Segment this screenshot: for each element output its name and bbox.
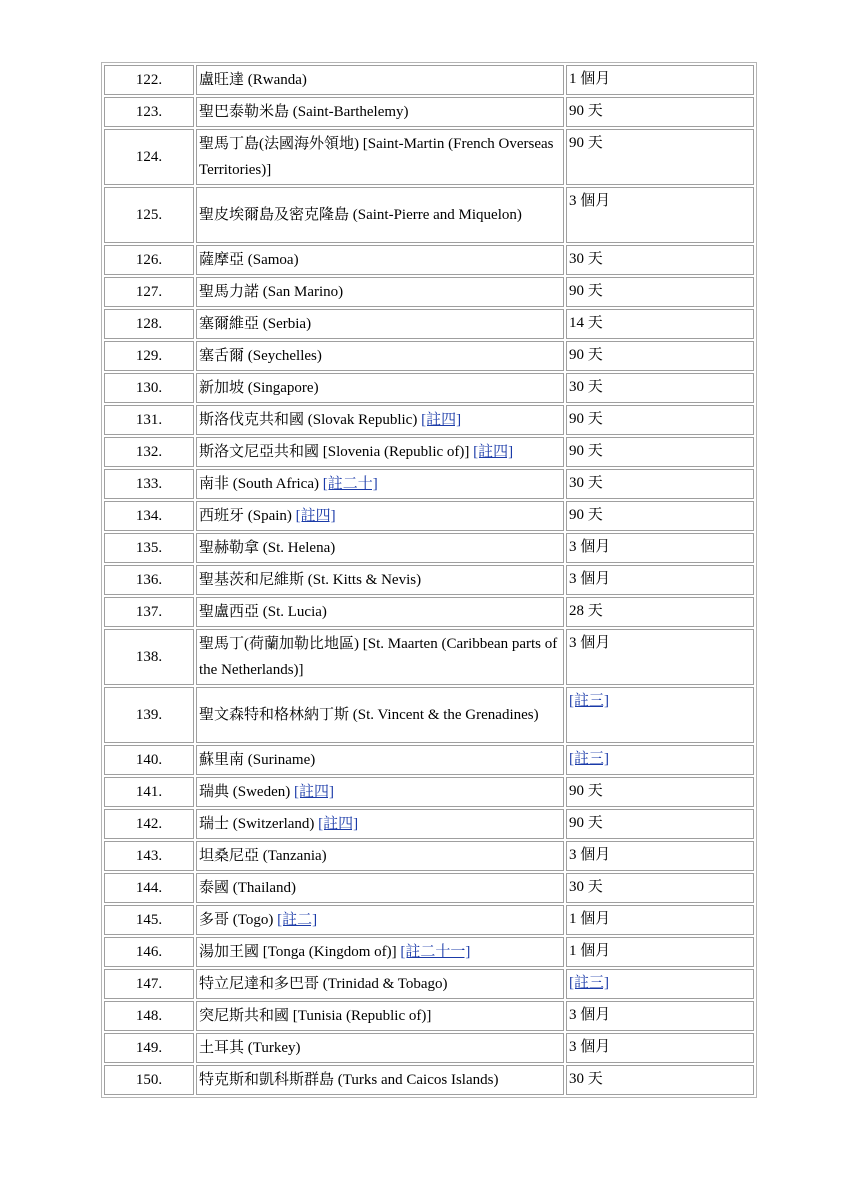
row-number: 148.: [104, 1001, 194, 1031]
stay-period: 30 天: [569, 879, 603, 895]
country-name: 盧旺達 (Rwanda): [199, 72, 307, 88]
table-row: [104, 501, 754, 531]
stay-period-cell: [566, 809, 754, 839]
stay-period: 30 天: [569, 251, 603, 267]
stay-period: 3 個月: [569, 847, 611, 863]
country-cell: [196, 533, 564, 563]
stay-period-cell: [566, 1001, 754, 1031]
stay-period-cell: [566, 597, 754, 627]
country-name: 特立尼達和多巴哥 (Trinidad & Tobago): [199, 976, 448, 992]
row-number: 138.: [104, 629, 194, 685]
country-name: 湯加王國 [Tonga (Kingdom of)]: [199, 944, 397, 960]
country-name: 特克斯和凱科斯群島 (Turks and Caicos Islands): [199, 1072, 499, 1088]
row-number: 141.: [104, 777, 194, 807]
stay-period: 3 個月: [569, 571, 611, 587]
footnote-link[interactable]: [註四]: [473, 444, 514, 460]
row-number: 122.: [104, 65, 194, 95]
stay-period: 90 天: [569, 347, 603, 363]
stay-period: 3 個月: [569, 635, 611, 651]
country-name: 聖赫勒拿 (St. Helena): [199, 540, 336, 556]
stay-period: 28 天: [569, 603, 603, 619]
country-name: 聖文森特和格林納丁斯 (St. Vincent & the Grenadines): [199, 707, 539, 723]
footnote-link[interactable]: [註四]: [293, 784, 334, 800]
stay-period-cell: [566, 937, 754, 967]
stay-period-cell: [566, 277, 754, 307]
row-number: 124.: [104, 129, 194, 185]
footnote-link[interactable]: [註四]: [318, 816, 359, 832]
country-name: 蘇里南 (Suriname): [199, 752, 316, 768]
country-cell: [196, 937, 564, 967]
stay-period: 90 天: [569, 815, 603, 831]
stay-period-cell: [566, 65, 754, 95]
footnote-link[interactable]: [註三]: [569, 751, 609, 767]
table-row: [104, 97, 754, 127]
stay-period: 14 天: [569, 315, 603, 331]
stay-period-cell: [566, 405, 754, 435]
country-cell: [196, 873, 564, 903]
country-name: 聖馬丁(荷蘭加勒比地區) [St. Maarten (Caribbean parts of the Netherlands)]: [199, 636, 558, 678]
table-row: [104, 777, 754, 807]
country-name: 多哥 (Togo): [199, 912, 274, 928]
country-cell: [196, 65, 564, 95]
stay-period-cell: [566, 905, 754, 935]
row-number: 125.: [104, 187, 194, 243]
table-row: [104, 597, 754, 627]
country-cell: [196, 437, 564, 467]
row-number: 142.: [104, 809, 194, 839]
stay-period: 3 個月: [569, 1007, 611, 1023]
country-cell: [196, 687, 564, 743]
row-number: 139.: [104, 687, 194, 743]
country-cell: [196, 187, 564, 243]
stay-period: 90 天: [569, 283, 603, 299]
table-row: [104, 245, 754, 275]
country-name: 聖巴泰勒米島 (Saint-Barthelemy): [199, 104, 409, 120]
stay-period: 90 天: [569, 103, 603, 119]
table-row: [104, 129, 754, 185]
row-number: 143.: [104, 841, 194, 871]
footnote-link[interactable]: [註四]: [295, 508, 336, 524]
stay-period-cell: [566, 969, 754, 999]
stay-period-cell: [566, 565, 754, 595]
stay-period: 1 個月: [569, 71, 611, 87]
table-row: [104, 565, 754, 595]
country-cell: [196, 405, 564, 435]
country-name: 瑞典 (Sweden): [199, 784, 291, 800]
country-name: 聖馬丁島(法國海外領地) [Saint-Martin (French Overseas Territories)]: [199, 136, 554, 178]
table-row: [104, 1065, 754, 1095]
table-row: [104, 905, 754, 935]
row-number: 133.: [104, 469, 194, 499]
stay-period-cell: [566, 437, 754, 467]
stay-period-cell: [566, 533, 754, 563]
country-cell: [196, 245, 564, 275]
country-name: 聖盧西亞 (St. Lucia): [199, 604, 327, 620]
country-name: 聖基茨和尼維斯 (St. Kitts & Nevis): [199, 572, 422, 588]
country-cell: [196, 1033, 564, 1063]
country-name: 聖皮埃爾島及密克隆島 (Saint-Pierre and Miquelon): [199, 207, 522, 223]
country-name: 泰國 (Thailand): [199, 880, 297, 896]
country-cell: [196, 501, 564, 531]
table-row: [104, 969, 754, 999]
stay-period: 90 天: [569, 443, 603, 459]
stay-period: 30 天: [569, 379, 603, 395]
footnote-link[interactable]: [註三]: [569, 975, 609, 991]
country-cell: [196, 469, 564, 499]
row-number: 132.: [104, 437, 194, 467]
footnote-link[interactable]: [註四]: [421, 412, 462, 428]
footnote-link[interactable]: [註二十一]: [400, 944, 471, 960]
stay-period: 30 天: [569, 1071, 603, 1087]
country-name: 薩摩亞 (Samoa): [199, 252, 299, 268]
row-number: 149.: [104, 1033, 194, 1063]
row-number: 131.: [104, 405, 194, 435]
stay-period-cell: [566, 309, 754, 339]
row-number: 129.: [104, 341, 194, 371]
table-row: [104, 373, 754, 403]
country-name: 瑞士 (Switzerland): [199, 816, 315, 832]
country-cell: [196, 309, 564, 339]
stay-period: 90 天: [569, 135, 603, 151]
table-row: [104, 841, 754, 871]
stay-period: 90 天: [569, 507, 603, 523]
table-row: [104, 341, 754, 371]
stay-period: 3 個月: [569, 539, 611, 555]
visa-free-country-table: [101, 62, 757, 1098]
country-cell: [196, 777, 564, 807]
row-number: 128.: [104, 309, 194, 339]
stay-period-cell: [566, 469, 754, 499]
stay-period-cell: [566, 187, 754, 243]
country-cell: [196, 809, 564, 839]
stay-period: 1 個月: [569, 911, 611, 927]
country-cell: [196, 597, 564, 627]
stay-period-cell: [566, 687, 754, 743]
stay-period-cell: [566, 373, 754, 403]
table-row: [104, 687, 754, 743]
stay-period-cell: [566, 1065, 754, 1095]
table-row: [104, 277, 754, 307]
stay-period: 30 天: [569, 475, 603, 491]
footnote-link[interactable]: [註二十]: [322, 476, 378, 492]
country-name: 塞舌爾 (Seychelles): [199, 348, 322, 364]
table-row: [104, 405, 754, 435]
country-cell: [196, 969, 564, 999]
row-number: 150.: [104, 1065, 194, 1095]
stay-period-cell: [566, 245, 754, 275]
country-cell: [196, 565, 564, 595]
stay-period-cell: [566, 873, 754, 903]
stay-period: 3 個月: [569, 193, 611, 209]
country-cell: [196, 905, 564, 935]
country-cell: [196, 97, 564, 127]
row-number: 137.: [104, 597, 194, 627]
row-number: 145.: [104, 905, 194, 935]
country-name: 新加坡 (Singapore): [199, 380, 319, 396]
country-cell: [196, 1001, 564, 1031]
row-number: 140.: [104, 745, 194, 775]
stay-period-cell: [566, 777, 754, 807]
row-number: 126.: [104, 245, 194, 275]
stay-period-cell: [566, 629, 754, 685]
country-name: 塞爾維亞 (Serbia): [199, 316, 312, 332]
country-name: 坦桑尼亞 (Tanzania): [199, 848, 327, 864]
row-number: 134.: [104, 501, 194, 531]
row-number: 147.: [104, 969, 194, 999]
row-number: 130.: [104, 373, 194, 403]
table-row: [104, 437, 754, 467]
table-row: [104, 65, 754, 95]
stay-period: 1 個月: [569, 943, 611, 959]
country-cell: [196, 629, 564, 685]
footnote-link[interactable]: [註二]: [277, 912, 318, 928]
country-name: 聖馬力諾 (San Marino): [199, 284, 344, 300]
table-row: [104, 1033, 754, 1063]
stay-period-cell: [566, 97, 754, 127]
table-row: [104, 1001, 754, 1031]
stay-period-cell: [566, 501, 754, 531]
country-name: 南非 (South Africa): [199, 476, 319, 492]
row-number: 136.: [104, 565, 194, 595]
stay-period: 90 天: [569, 411, 603, 427]
stay-period-cell: [566, 129, 754, 185]
stay-period-cell: [566, 745, 754, 775]
table-row: [104, 629, 754, 685]
stay-period: 90 天: [569, 783, 603, 799]
table-row: [104, 937, 754, 967]
row-number: 127.: [104, 277, 194, 307]
footnote-link[interactable]: [註三]: [569, 693, 609, 709]
country-cell: [196, 1065, 564, 1095]
country-name: 土耳其 (Turkey): [199, 1040, 301, 1056]
country-name: 斯洛文尼亞共和國 [Slovenia (Republic of)]: [199, 444, 470, 460]
stay-period-cell: [566, 341, 754, 371]
row-number: 123.: [104, 97, 194, 127]
country-cell: [196, 277, 564, 307]
country-name: 斯洛伐克共和國 (Slovak Republic): [199, 412, 418, 428]
country-cell: [196, 341, 564, 371]
country-cell: [196, 373, 564, 403]
table-row: [104, 873, 754, 903]
country-name: 突尼斯共和國 [Tunisia (Republic of)]: [199, 1008, 432, 1024]
table-row: [104, 309, 754, 339]
stay-period-cell: [566, 1033, 754, 1063]
country-cell: [196, 129, 564, 185]
table-row: [104, 533, 754, 563]
stay-period: 3 個月: [569, 1039, 611, 1055]
table-row: [104, 469, 754, 499]
table-row: [104, 187, 754, 243]
row-number: 135.: [104, 533, 194, 563]
country-cell: [196, 841, 564, 871]
table-row: [104, 809, 754, 839]
country-cell: [196, 745, 564, 775]
table-body: [104, 65, 754, 1095]
row-number: 146.: [104, 937, 194, 967]
table-row: [104, 745, 754, 775]
stay-period-cell: [566, 841, 754, 871]
row-number: 144.: [104, 873, 194, 903]
country-name: 西班牙 (Spain): [199, 508, 292, 524]
